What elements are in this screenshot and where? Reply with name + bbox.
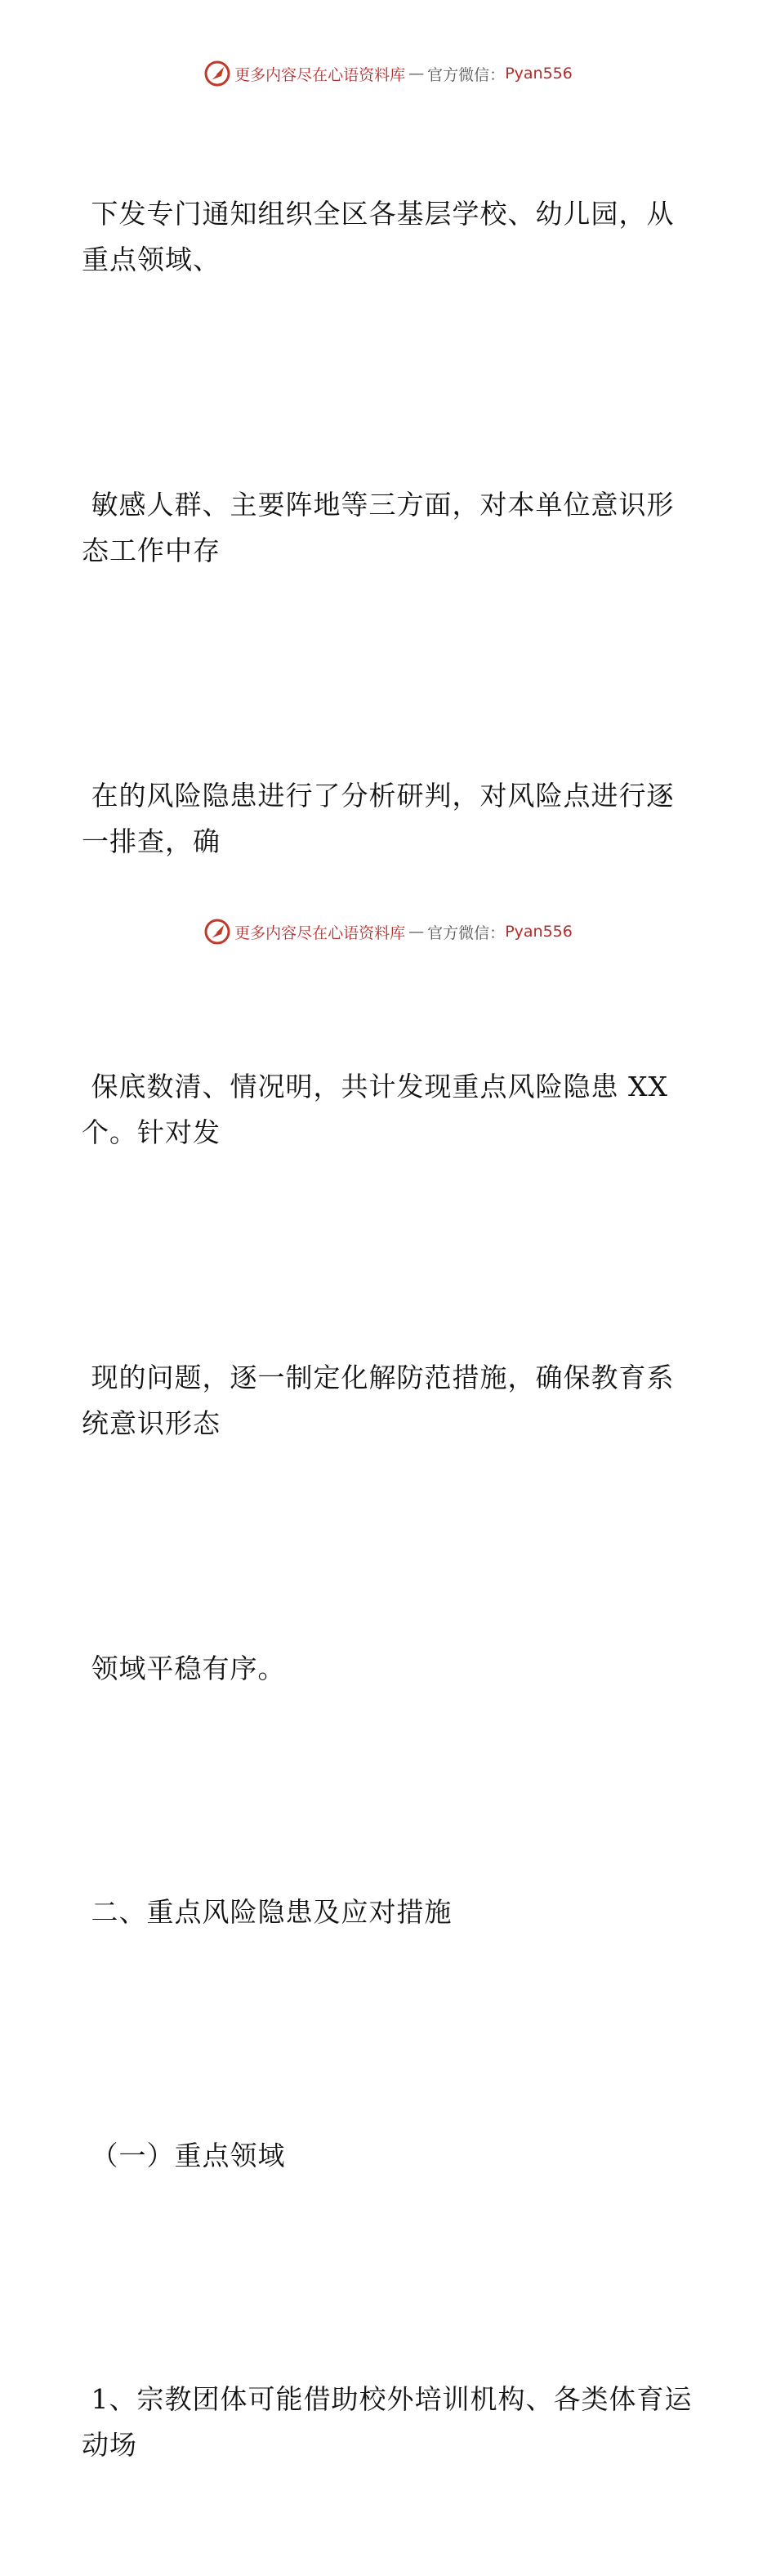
paragraph-line: 重点领域、 [82,244,221,275]
paragraph [82,100,702,374]
watermark-brand: 更多内容尽在心语资料库 [234,65,406,84]
paragraph [82,391,702,665]
watermark-wechat-id: Pyan556 [505,923,573,941]
watermark-dash: — [408,65,425,83]
watermark-dash: — [408,923,425,941]
paragraph [82,1263,702,1538]
paragraph-line: 在的风险隐患进行了分析研判，对风险点进行逐 [82,780,675,812]
paragraph-line: 一排查，确 [82,825,221,857]
heading-line: 二、重点风险隐患及应对措施 [82,1896,453,1928]
watermark-wechat-id: Pyan556 [505,65,573,83]
section-heading [82,1798,702,2027]
paragraph [82,973,702,1247]
watermark-wechat-label: 官方微信： [427,924,506,942]
paragraph [82,2285,702,2560]
paragraph-line: 态工作中存 [82,534,221,566]
paragraph-line: 统意识形态 [82,1407,221,1439]
paragraph-line: 领域平稳有序。 [82,1652,286,1684]
paragraph-line: 个。针对发 [82,1116,221,1148]
watermark-banner-top [0,57,776,90]
paragraph-line: 下发专门通知组织全区各基层学校、幼儿园，从 [82,198,675,230]
subsection-heading [82,2042,702,2270]
paragraph-line: 保底数清、情况明，共计发现重点风险隐患 XX [82,1071,668,1102]
quill-logo-icon [203,918,231,946]
watermark-brand: 更多内容尽在心语资料库 [234,924,406,942]
watermark-wechat-label: 官方微信： [427,65,506,84]
paragraph-line: 现的问题，逐一制定化解防范措施，确保教育系 [82,1362,675,1393]
paragraph [82,1554,702,1783]
document-body [82,100,702,2576]
paragraph-line: 1、宗教团体可能借助校外培训机构、各类体育运 [82,2383,693,2415]
quill-logo-icon [203,60,231,87]
watermark-banner-bottom [0,915,776,948]
paragraph-line: 敏感人群、主要阵地等三方面，对本单位意识形 [82,489,675,521]
heading-line: （一）重点领域 [82,2140,286,2171]
paragraph-line: 动场 [82,2429,137,2461]
